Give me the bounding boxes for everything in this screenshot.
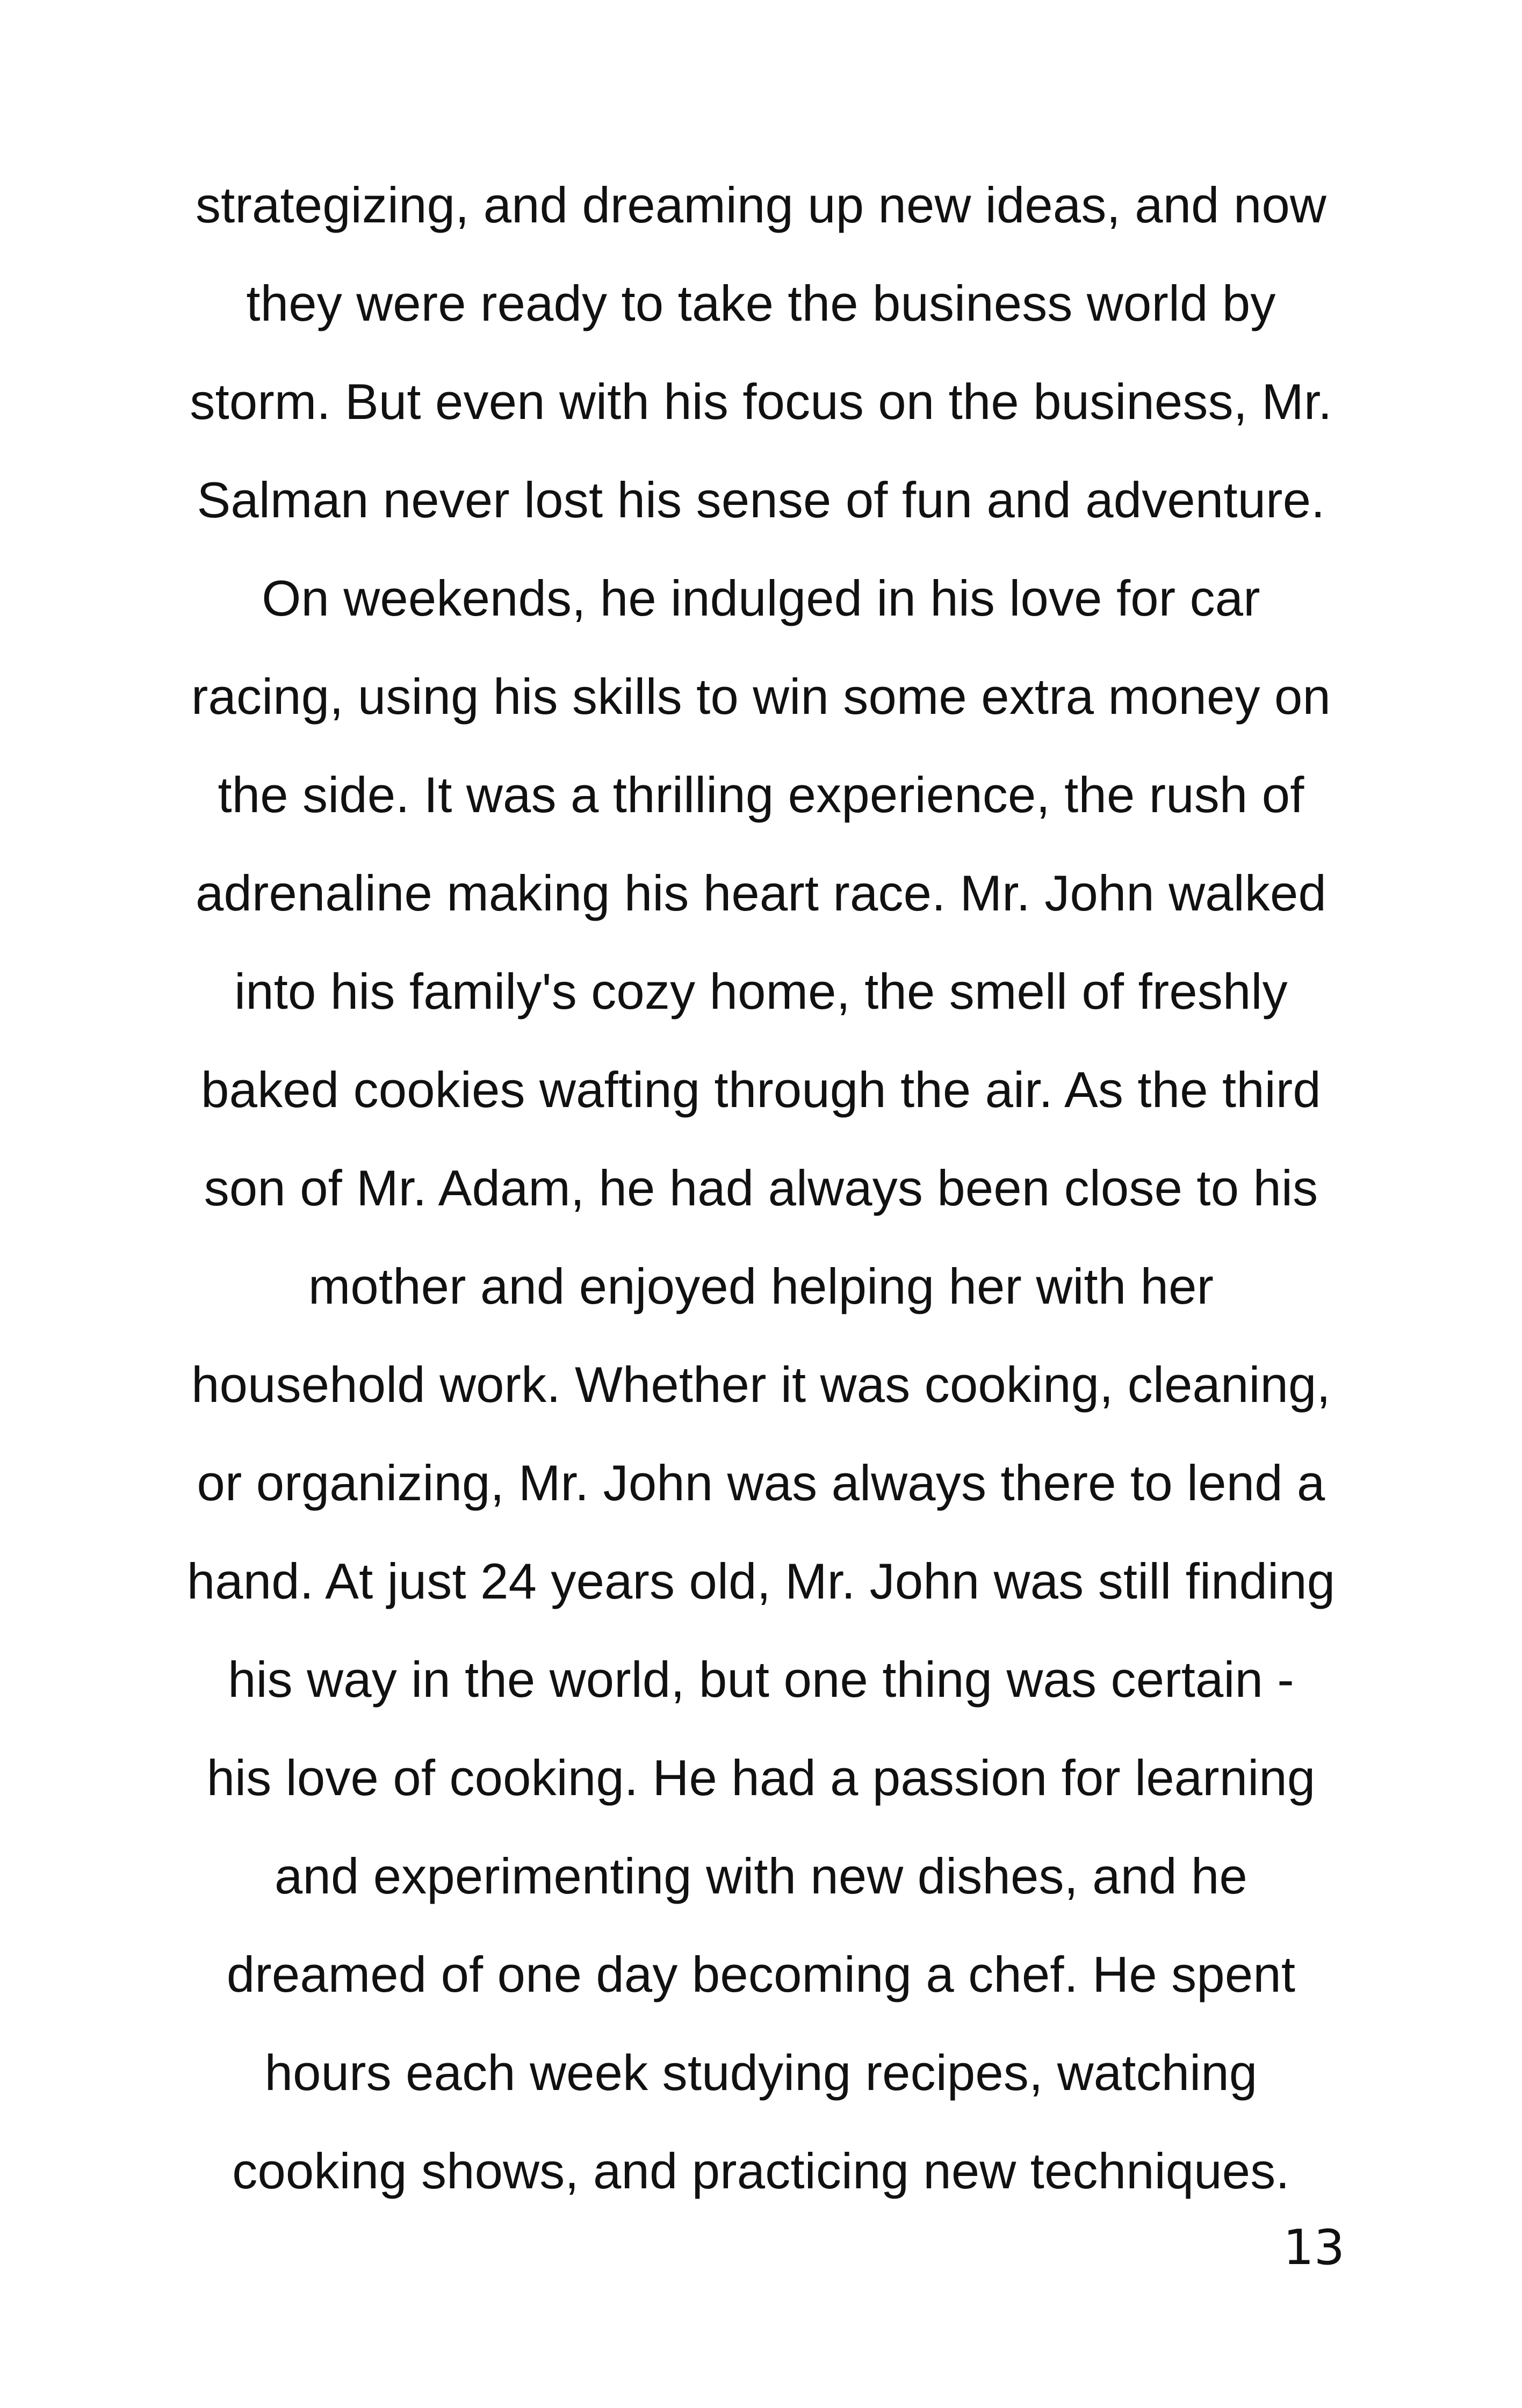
- text-line-19: dreamed of one day becoming a chef. He spent: [226, 1946, 1296, 2002]
- text-line-20: hours each week studying recipes, watching: [264, 2044, 1258, 2101]
- text-line-2: they were ready to take the business world by: [246, 275, 1276, 331]
- body-text: [150, 156, 1372, 2220]
- text-line-11: son of Mr. Adam, he had always been close to his: [204, 1160, 1318, 1216]
- text-line-12: mother and enjoyed helping her with her: [308, 1258, 1214, 1314]
- text-line-18: and experimenting with new dishes, and he: [275, 1848, 1247, 1904]
- text-line-5: On weekends, he indulged in his love for car: [262, 570, 1260, 626]
- text-line-7: the side. It was a thrilling experience, the rush of: [218, 766, 1304, 823]
- text-line-9: into his family's cozy home, the smell of freshly: [234, 963, 1288, 1019]
- text-line-3: storm. But even with his focus on the business, Mr.: [190, 373, 1332, 430]
- text-line-1: strategizing, and dreaming up new ideas, and now: [195, 177, 1327, 233]
- text-line-17: his love of cooking. He had a passion for learning: [206, 1749, 1316, 1806]
- text-line-10: baked cookies wafting through the air. As the third: [201, 1061, 1321, 1118]
- text-line-16: his way in the world, but one thing was certain -: [228, 1651, 1294, 1708]
- text-line-15: hand. At just 24 years old, Mr. John was still finding: [186, 1553, 1336, 1609]
- text-line-14: or organizing, Mr. John was always there to lend a: [197, 1455, 1325, 1511]
- text-line-8: adrenaline making his heart race. Mr. John walked: [195, 865, 1327, 921]
- text-line-13: household work. Whether it was cooking, cleaning,: [191, 1356, 1331, 1413]
- page-number: 13: [1283, 2219, 1345, 2276]
- text-line-4: Salman never lost his sense of fun and adventure.: [197, 472, 1325, 528]
- text-line-6: racing, using his skills to win some extra money on: [191, 668, 1331, 725]
- text-line-21: cooking shows, and practicing new techniques.: [232, 2143, 1290, 2199]
